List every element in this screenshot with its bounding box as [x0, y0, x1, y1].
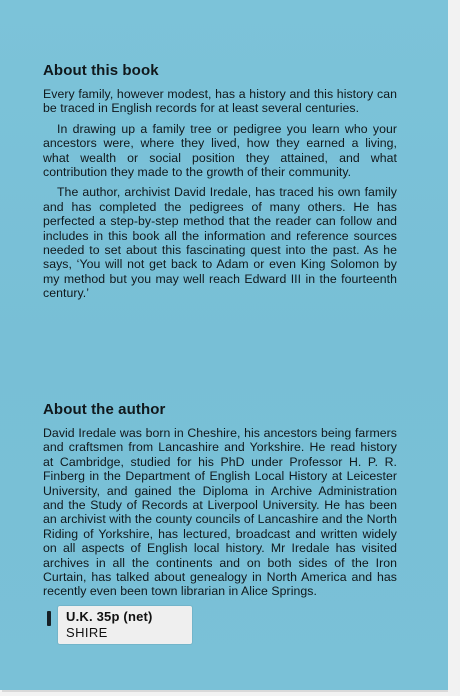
about-this-book-paragraph-3: The author, archivist David Iredale, has traced his own family and has completed the pedigrees of many others. He has perfected a step-by-step method that the reader can follow and includes in this book all the information and reference sources needed to set about this fascinating quest into the past. As he says, ‘You will not get back to Adam or even King Solomon by my method but you may well reach Edward III in the fourteenth century.’ [43, 185, 397, 301]
about-this-book-heading: About this book [43, 62, 159, 79]
price-sticker [58, 606, 192, 644]
about-this-book-section [43, 62, 397, 301]
page-edge [448, 0, 460, 696]
about-this-book-paragraph-1: Every family, however modest, has a history and this history can be traced in English records for at least several centuries. [43, 87, 397, 116]
about-the-author-heading: About the author [43, 401, 166, 418]
about-the-author-section [43, 401, 397, 599]
publisher-label: SHIRE [66, 625, 108, 640]
about-the-author-paragraph: David Iredale was born in Cheshire, his ancestors being farmers and craftsmen from Lancashire and Yorkshire. He read history at Cambridge, studied for his PhD under Professor H. P. R. Finberg in the Department of English Local History at Leicester University, and gained the Diploma in Archive Administration and the Study of Records at Liverpool University. He has been an archivist with the county councils of Lancashire and the North Riding of Yorkshire, has lectured, broadcast and written widely on all aspects of English local history. Mr Iredale has visited archives in all the continents and on both sides of the Iron Curtain, has talked about genealogy in North America and has recently even been town librarian in Alice Springs. [43, 426, 397, 599]
printed-mark [47, 611, 51, 626]
about-this-book-paragraph-2: In drawing up a family tree or pedigree you learn who your ancestors were, where they lived, how they earned a living, what wealth or social position they attained, and what contribution they made to the growth of their community. [43, 121, 397, 180]
price-label: U.K. 35p (net) [66, 609, 153, 624]
